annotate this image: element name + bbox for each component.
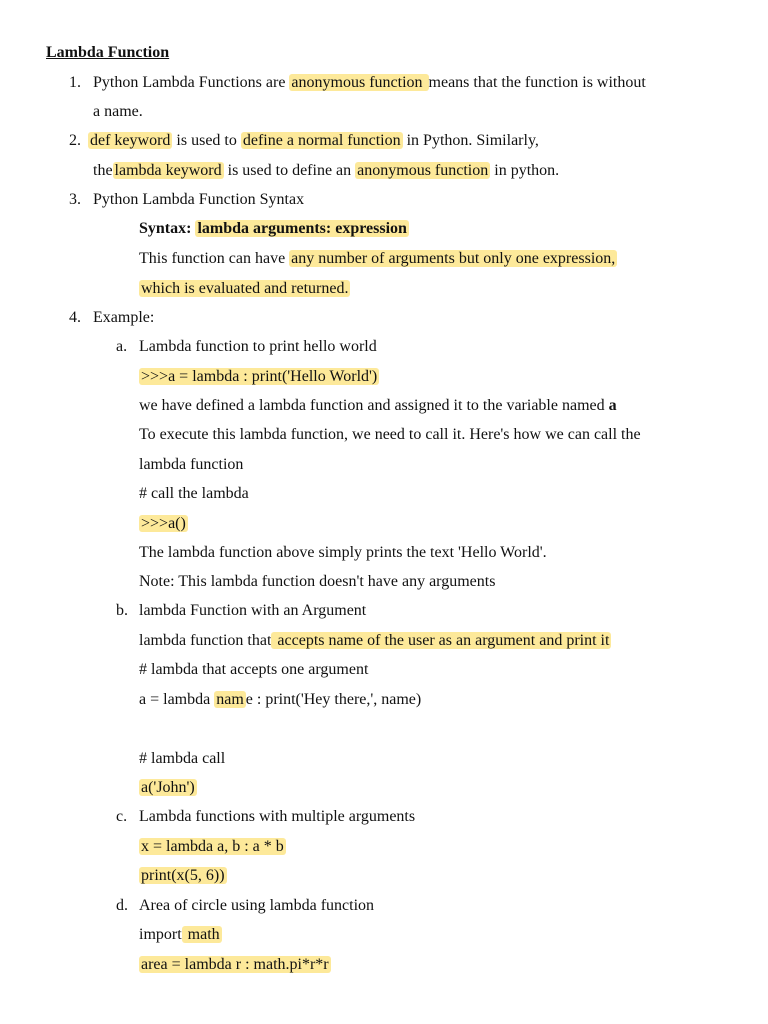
sub-c-code-2 <box>139 866 227 886</box>
item-1-number: 1. <box>69 74 81 91</box>
sub-c-label: c. <box>116 808 128 825</box>
item-2-line-2: the lambda keyword is used to define an anonymous function in python. <box>93 162 560 179</box>
highlight-syntax-desc-1: any number of arguments but only one expression, <box>291 250 616 267</box>
sub-a-note: Note: This lambda function doesn't have any arguments <box>139 573 496 590</box>
sub-b-comment-1: # lambda that accepts one argument <box>139 661 369 678</box>
item-1-line-2: a name. <box>93 103 143 120</box>
highlight-anonymous-function: anonymous function <box>291 74 427 91</box>
item-3-heading: Python Lambda Function Syntax <box>93 191 305 208</box>
sub-b-heading: lambda Function with an Argument <box>139 602 367 619</box>
item-4-number: 4. <box>69 309 81 326</box>
sub-a-heading: Lambda function to print hello world <box>139 338 377 355</box>
highlight-call-john: a('John') <box>141 779 195 796</box>
highlight-syntax: lambda arguments: expression <box>197 220 407 237</box>
sub-b-comment-2: # lambda call <box>139 750 226 767</box>
item-3-number: 3. <box>69 191 81 208</box>
syntax-desc-line-1: This function can have any number of arguments but only one expression, <box>139 250 616 267</box>
highlight-define-normal-function: define a normal function <box>242 132 401 149</box>
item-1-line-1: Python Lambda Functions are anonymous function means that the function is without <box>93 74 646 91</box>
sub-d-heading: Area of circle using lambda function <box>139 897 375 914</box>
document-title: Lambda Function <box>46 44 170 61</box>
sub-a-text-3: lambda function <box>139 456 244 473</box>
item-4-heading: Example: <box>93 309 155 326</box>
highlight-code-hello: >>>a = lambda : print('Hello World') <box>141 368 378 385</box>
syntax-desc-line-2 <box>139 279 350 299</box>
sub-c-code-1 <box>139 837 286 857</box>
sub-a-label: a. <box>116 338 128 355</box>
item-2-number: 2. <box>69 132 81 149</box>
sub-b-label: b. <box>116 602 128 619</box>
highlight-code-call: >>>a() <box>141 515 186 532</box>
highlight-code-area: area = lambda r : math.pi*r*r <box>141 956 329 973</box>
sub-c-heading: Lambda functions with multiple arguments <box>139 808 416 825</box>
sub-d-code-1: import math <box>139 926 220 943</box>
sub-d-label: d. <box>116 897 128 914</box>
highlight-code-multiply: x = lambda a, b : a * b <box>141 838 284 855</box>
sub-a-code-2 <box>139 514 188 534</box>
sub-a-text-4: The lambda function above simply prints the text 'Hello World'. <box>139 544 547 561</box>
sub-a-comment: # call the lambda <box>139 485 249 502</box>
highlight-accepts-name: accepts name of the user as an argument and print it <box>273 632 610 649</box>
highlight-nam: nam <box>216 691 244 708</box>
sub-d-code-2 <box>139 955 331 975</box>
sub-b-code: a = lambda nam e : print('Hey there,', name) <box>139 691 422 708</box>
highlight-def-keyword: def keyword <box>90 132 171 149</box>
sub-a-code-1 <box>139 367 379 387</box>
highlight-lambda-keyword: lambda keyword <box>114 162 222 179</box>
highlight-anonymous-function-2: anonymous function <box>357 162 489 179</box>
syntax-line: Syntax: lambda arguments: expression <box>139 220 407 237</box>
highlight-syntax-desc-2: which is evaluated and returned. <box>141 280 349 297</box>
sub-b-call <box>139 778 197 798</box>
sub-a-text-1: we have defined a lambda function and assigned it to the variable named a <box>139 397 617 414</box>
sub-a-text-2: To execute this lambda function, we need to call it. Here's how we can call the <box>139 426 641 443</box>
sub-b-desc: lambda function that accepts name of the user as an argument and print it <box>139 632 610 649</box>
highlight-math: math <box>183 926 220 943</box>
item-2-line-1: def keyword is used to define a normal function in Python. Similarly, <box>90 132 539 149</box>
highlight-code-print: print(x(5, 6)) <box>141 867 225 884</box>
